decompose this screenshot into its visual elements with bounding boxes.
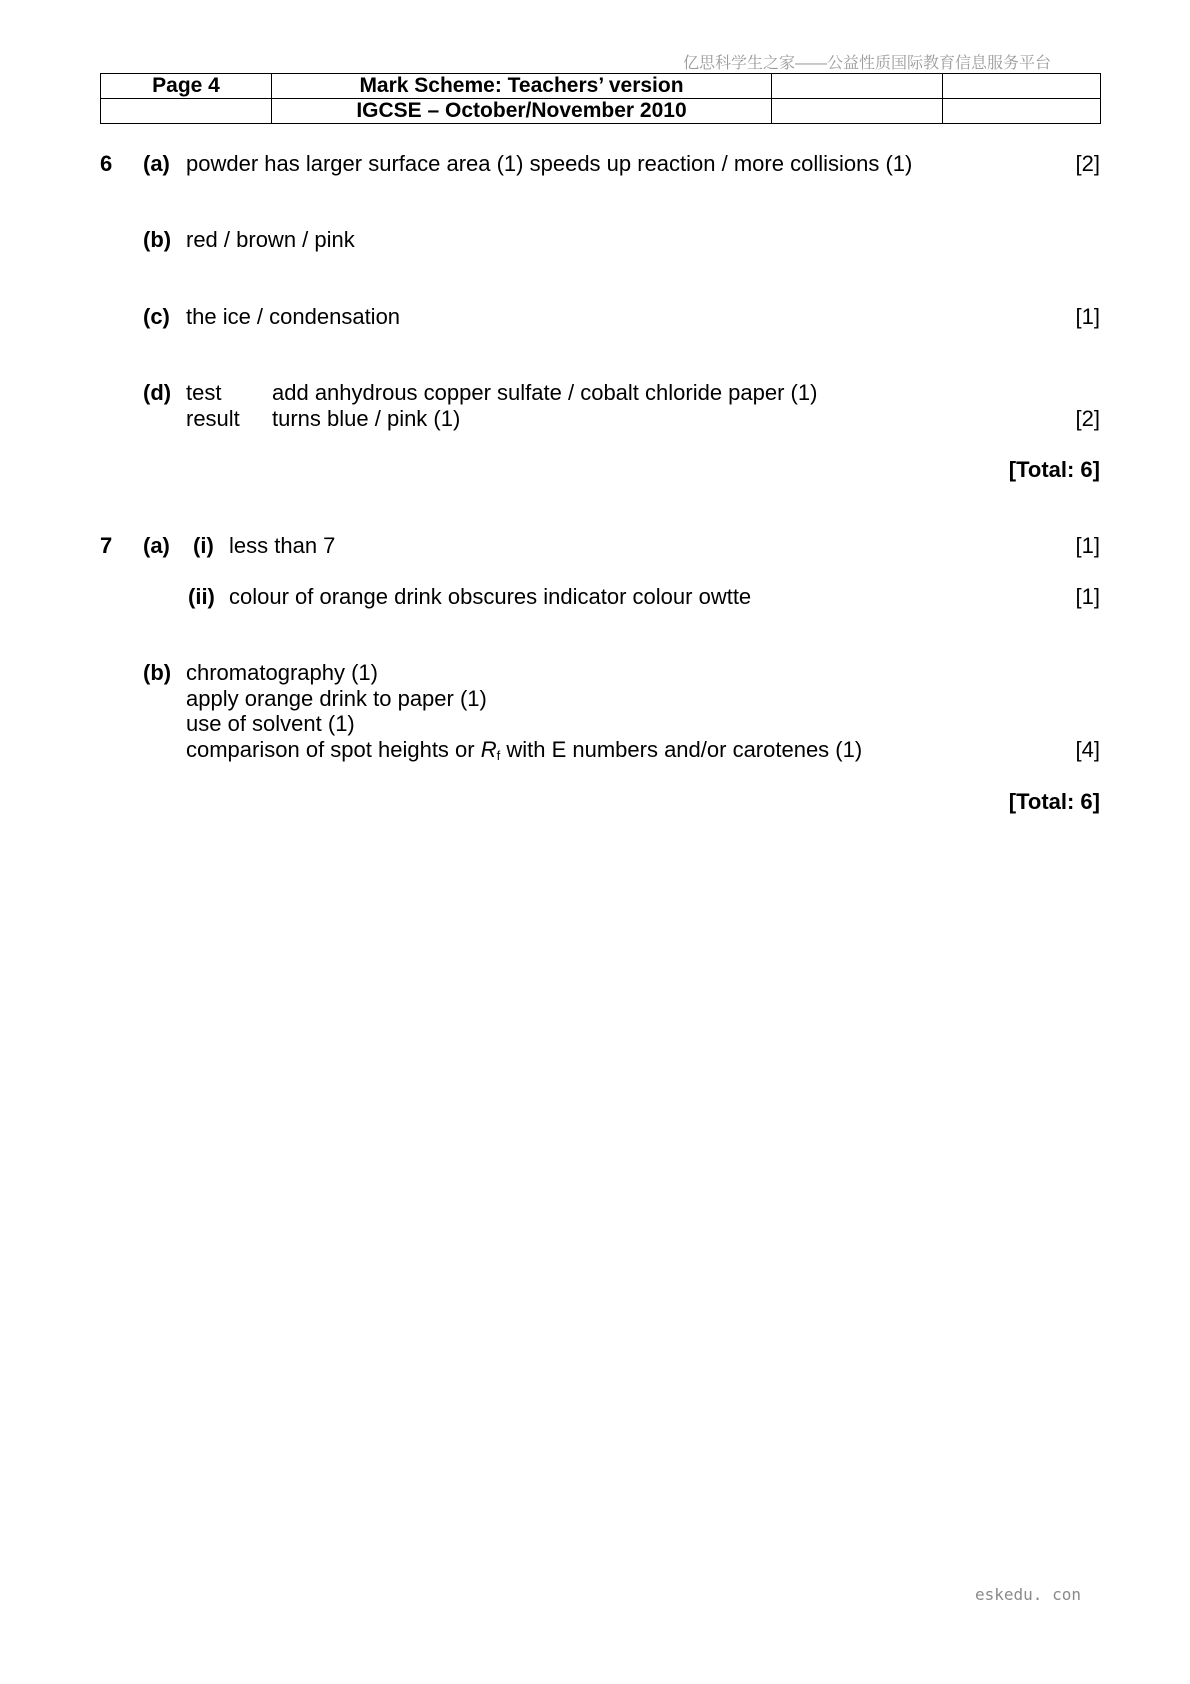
question-6-number: 6: [100, 151, 113, 176]
q6d-test-label: test: [186, 380, 222, 405]
q7a-ii-answer: colour of orange drink obscures indicator colour owtte: [229, 584, 752, 609]
q6b-label: (b): [143, 227, 172, 252]
q6c-answer: the ice / condensation: [186, 304, 401, 329]
q6d-marks: [2]: [1075, 406, 1100, 431]
q6d-test-answer: add anhydrous copper sulfate / cobalt chloride paper (1): [272, 380, 818, 405]
rf-subscript: f: [496, 748, 501, 763]
page-number: Page 4: [101, 74, 272, 99]
q7a-i-label: (i): [193, 533, 214, 558]
q7b-line-4-start: comparison of spot heights or: [186, 737, 481, 762]
header-empty-cell: [943, 99, 1101, 124]
footer-text: eskedu. con: [975, 1585, 1081, 1604]
q6c-marks: [1]: [1075, 304, 1100, 329]
q7a-i-marks: [1]: [1075, 533, 1100, 558]
q6d-label: (d): [143, 380, 172, 405]
header-empty-cell: [772, 99, 943, 124]
q7b-line-2: apply orange drink to paper (1): [186, 686, 487, 711]
q6a-marks: [2]: [1075, 151, 1100, 176]
q6-total: [Total: 6]: [1008, 457, 1100, 482]
q7b-line-1: chromatography (1): [186, 660, 378, 685]
q7a-label: (a): [143, 533, 170, 558]
q7a-i-answer: less than 7: [229, 533, 336, 558]
q6d-result-answer: turns blue / pink (1): [272, 406, 461, 431]
page-header-table: [100, 73, 1101, 124]
q6a-answer: powder has larger surface area (1) speeds up reaction / more collisions (1): [186, 151, 913, 176]
rf-symbol: R: [480, 737, 497, 762]
q7a-ii-marks: [1]: [1075, 584, 1100, 609]
q7-total: [Total: 6]: [1008, 789, 1100, 814]
q7b-label: (b): [143, 660, 172, 685]
header-exam: IGCSE – October/November 2010: [272, 99, 772, 124]
watermark: 亿思科学生之家——公益性质国际教育信息服务平台: [683, 55, 1052, 72]
q6d-result-label: result: [186, 406, 240, 431]
q7b-line-3: use of solvent (1): [186, 711, 355, 736]
q7b-line-4: [186, 739, 862, 762]
q6c-label: (c): [143, 304, 170, 329]
question-7-number: 7: [100, 533, 113, 558]
q7b-line-4-end: with E numbers and/or carotenes (1): [500, 737, 863, 762]
header-empty-cell: [943, 74, 1101, 99]
q7b-marks: [4]: [1075, 737, 1100, 762]
header-empty-cell: [772, 74, 943, 99]
q6b-answer: red / brown / pink: [186, 227, 355, 252]
q6a-label: (a): [143, 151, 170, 176]
header-title: Mark Scheme: Teachers’ version: [272, 74, 772, 99]
header-empty-cell: [101, 99, 272, 124]
q7a-ii-label: (ii): [188, 584, 215, 609]
